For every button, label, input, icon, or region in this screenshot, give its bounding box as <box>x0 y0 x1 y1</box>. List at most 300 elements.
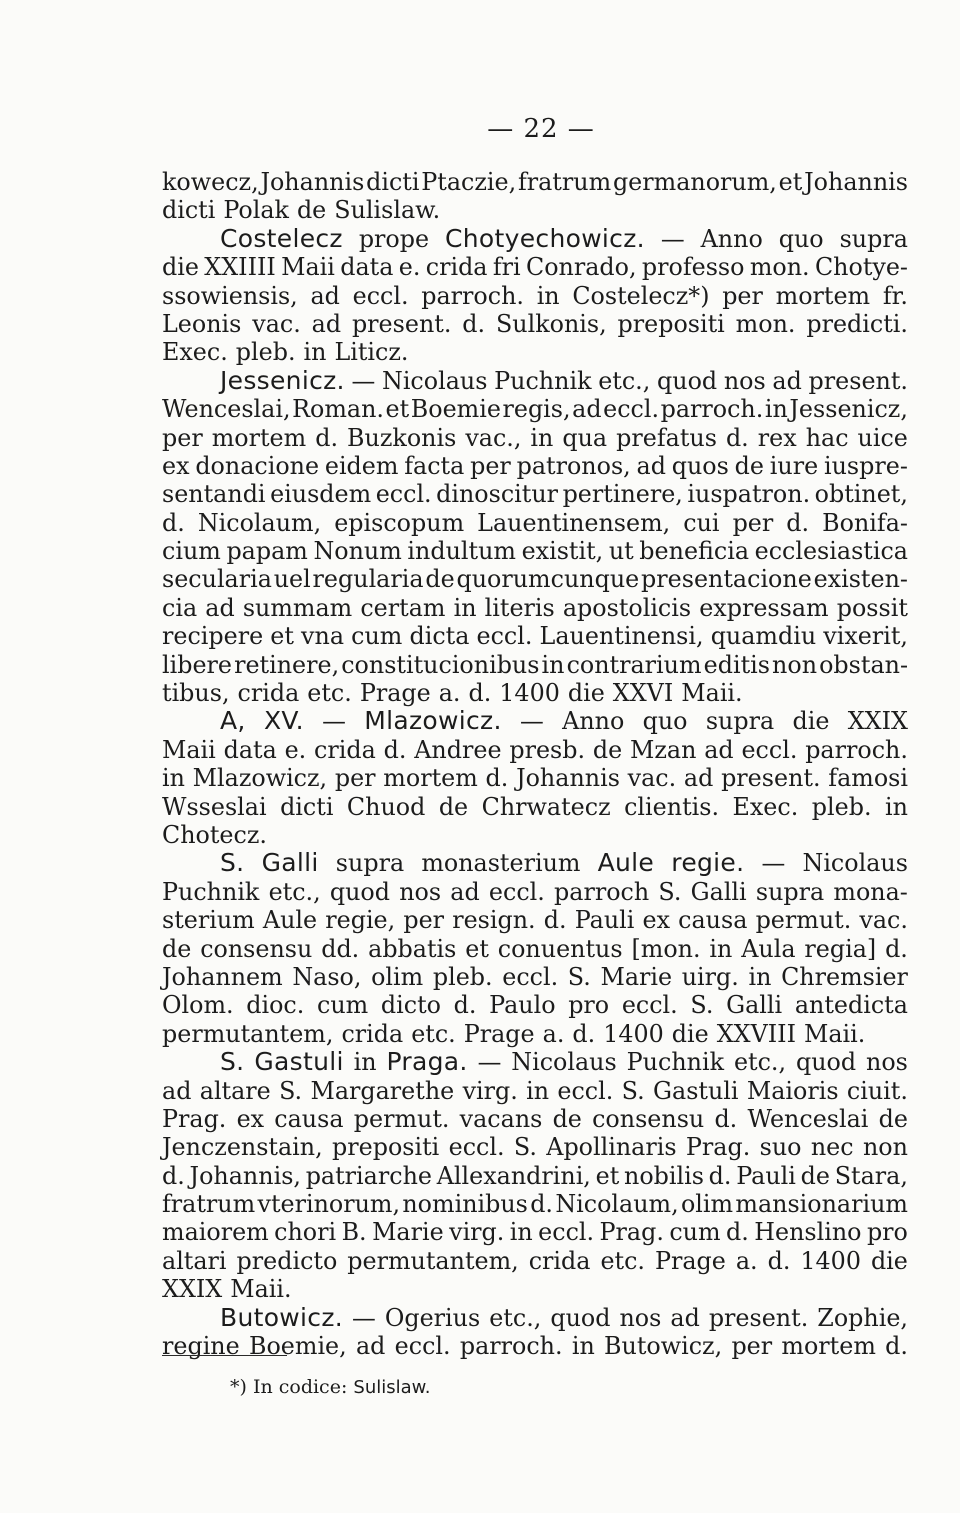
word: clientis. <box>624 792 720 821</box>
word: constitucionibus <box>341 650 540 679</box>
word: d. <box>572 1019 596 1048</box>
word: donacione <box>195 451 320 480</box>
word: consensu <box>592 1104 705 1133</box>
heading-word: A, <box>220 706 246 736</box>
word: vac., <box>465 423 522 452</box>
word: die <box>870 1246 908 1275</box>
text-line <box>162 168 908 196</box>
word: consensu <box>200 934 313 963</box>
text-line <box>162 849 908 877</box>
word: etc. <box>307 679 352 708</box>
word: uel <box>273 565 311 594</box>
word: retinere, <box>234 650 340 679</box>
word: Mlazowicz, <box>192 764 328 793</box>
word: antedicta <box>794 991 908 1020</box>
word: S. <box>279 1076 303 1105</box>
word: eccl. <box>448 1133 505 1162</box>
word: cia <box>162 593 198 622</box>
word: a. <box>542 1019 565 1048</box>
word: Puchnik <box>626 1048 725 1077</box>
word: crida <box>341 1019 404 1048</box>
heading-word: S. <box>220 848 245 878</box>
word: data <box>340 253 394 282</box>
word: sentandi <box>162 480 266 509</box>
word: Zophie, <box>817 1303 908 1332</box>
word: vac. <box>627 764 677 793</box>
word: eccl. <box>502 962 559 991</box>
word: Sulkonis, <box>495 309 607 338</box>
word: recipere <box>162 622 264 651</box>
word: non <box>862 1133 908 1162</box>
word: dd. <box>321 934 360 963</box>
word: d. <box>315 423 339 452</box>
text-line <box>162 679 908 707</box>
word: nec <box>810 1133 854 1162</box>
word: XXVIII <box>716 1019 796 1048</box>
word: dicta <box>409 622 470 651</box>
word: Prag. <box>599 1218 664 1247</box>
word: e. <box>398 253 421 282</box>
word: ad <box>311 309 342 338</box>
word: eccl. <box>394 1332 451 1361</box>
word: presentacione <box>641 565 812 594</box>
word: obtinet, <box>814 480 908 509</box>
word: Maii. <box>230 1275 292 1304</box>
heading-word: Costelecz <box>220 223 343 253</box>
word: altare <box>199 1076 271 1105</box>
word: parroch. <box>660 395 764 424</box>
text-line <box>162 253 908 281</box>
word: — <box>477 1048 502 1077</box>
word: prepositi <box>617 309 725 338</box>
word: S. <box>567 962 591 991</box>
word: regie, <box>325 906 396 935</box>
word: Butowicz, <box>604 1332 723 1361</box>
word: apostolicis <box>562 593 692 622</box>
word: die <box>671 1019 709 1048</box>
word: editis <box>703 650 770 679</box>
word: mortem <box>211 423 307 452</box>
word: S. <box>513 1133 537 1162</box>
word: et <box>595 1161 620 1190</box>
word: Chrwatecz <box>481 792 611 821</box>
text-line <box>162 480 908 508</box>
word: dinoscitur <box>436 480 559 509</box>
word: supra <box>755 877 825 906</box>
word: eccl. <box>741 735 798 764</box>
word: eccl. <box>488 877 545 906</box>
word: uirg. <box>681 962 739 991</box>
word: Maioris <box>746 1076 839 1105</box>
word: eiusdem <box>270 480 372 509</box>
text-line <box>162 509 908 537</box>
word: Galli <box>726 991 783 1020</box>
word: XXIIII <box>204 253 276 282</box>
word: de <box>162 934 192 963</box>
word: Nicolaus <box>511 1048 617 1077</box>
word: d. <box>543 906 567 935</box>
word: ecclesiastica <box>754 537 908 566</box>
text-line <box>162 1077 908 1105</box>
text-line <box>162 537 908 565</box>
word: eccl. <box>476 622 533 651</box>
word: Sulislaw. <box>334 196 441 225</box>
word: vna <box>301 622 345 651</box>
word: ad <box>205 593 235 622</box>
word: de <box>592 735 623 764</box>
word: in <box>526 1076 550 1105</box>
footnote-marker: *) In codice: <box>230 1376 348 1398</box>
word: papam <box>226 537 308 566</box>
word: ciuit. <box>846 1076 908 1105</box>
word: altari <box>162 1246 227 1275</box>
word: data <box>223 735 277 764</box>
word: Puchnik <box>494 366 592 395</box>
word: Boemie <box>410 395 501 424</box>
word: in <box>764 395 788 424</box>
word: Chuod <box>346 792 426 821</box>
word: dicto <box>380 991 441 1020</box>
text-line <box>162 736 908 764</box>
word: de <box>800 1161 830 1190</box>
text-line <box>162 1105 908 1133</box>
word: dicti <box>366 168 420 196</box>
word: etc. <box>411 1019 456 1048</box>
word: ad <box>636 451 666 480</box>
word: pleb. <box>432 962 493 991</box>
word: cum <box>351 622 403 651</box>
text-line <box>162 395 908 423</box>
word: predicti. <box>806 309 908 338</box>
word: qua <box>562 423 608 452</box>
word: fratrum <box>517 168 612 196</box>
word: d. <box>453 991 477 1020</box>
word: iure <box>769 451 819 480</box>
word: d. <box>383 735 407 764</box>
heading-word: Gastuli <box>254 1047 344 1077</box>
word: prefatus <box>616 423 717 452</box>
word: in <box>571 1332 595 1361</box>
text-line <box>162 707 908 735</box>
word: [mon. <box>631 934 701 963</box>
word: Johannis <box>804 168 908 196</box>
word: Prage <box>359 679 431 708</box>
word: Marie <box>372 1218 444 1247</box>
word: Jenczenstain, <box>162 1133 323 1162</box>
word: existit, <box>521 537 604 566</box>
word: possit <box>836 593 908 622</box>
heading-word: Galli <box>261 848 319 878</box>
word: in <box>885 792 908 821</box>
word: presb. <box>509 735 586 764</box>
word: in <box>536 281 560 310</box>
word: Pauli <box>736 1161 796 1190</box>
word: Aula <box>741 934 796 963</box>
text-line <box>162 1190 908 1218</box>
word: in <box>303 338 327 367</box>
word: Puchnik <box>162 877 260 906</box>
word: Galli <box>690 877 747 906</box>
word: de <box>734 451 764 480</box>
word: eccl. <box>352 281 409 310</box>
word: quod <box>550 1303 611 1332</box>
word: vac. <box>252 309 301 338</box>
word: Jessenicz, <box>789 395 908 424</box>
word: eidem <box>324 451 399 480</box>
heading-word: Jessenicz. <box>220 365 345 395</box>
word: Lauentinensi, <box>539 622 704 651</box>
word: quod <box>795 1048 857 1077</box>
word: mansionarium <box>735 1190 908 1219</box>
word: Liticz. <box>334 338 409 367</box>
word: d. <box>485 764 509 793</box>
word: permutantem, <box>347 1246 519 1275</box>
text-line <box>162 565 908 593</box>
word: Johannem <box>162 962 283 991</box>
word: ad <box>572 395 602 424</box>
footnote <box>230 1376 430 1398</box>
word: in <box>709 934 733 963</box>
word: ad <box>355 1332 386 1361</box>
word: famosi <box>828 764 908 793</box>
word: per <box>334 764 376 793</box>
word: prope <box>358 224 430 253</box>
word: cium <box>162 537 221 566</box>
text-line <box>162 991 908 1019</box>
word: ad <box>704 735 734 764</box>
word: ad <box>683 764 714 793</box>
word: cum <box>669 1218 721 1247</box>
text-line <box>162 338 908 366</box>
word: pertinere, <box>562 480 683 509</box>
word: in <box>162 764 185 793</box>
word: et <box>385 395 410 424</box>
word: sterium <box>162 906 255 935</box>
word: d. <box>726 1218 749 1247</box>
word: Margarethe <box>310 1076 455 1105</box>
word: germanorum, <box>612 168 777 196</box>
word: Nonum <box>313 537 402 566</box>
word: Aule <box>262 906 318 935</box>
word: Conrado, <box>525 253 637 282</box>
word: Chotecz. <box>162 820 267 849</box>
word: eccl. <box>621 991 678 1020</box>
word: Wenceslai <box>747 1104 869 1133</box>
word: per <box>722 281 763 310</box>
word: nobilis <box>624 1161 704 1190</box>
word: permut. <box>353 1104 450 1133</box>
word: eccl. <box>557 1076 614 1105</box>
word: Roman. <box>292 395 384 424</box>
word: ssowiensis, <box>162 281 298 310</box>
word: Gastuli <box>653 1076 739 1105</box>
word: mortem <box>781 1332 876 1361</box>
word: Henslino <box>754 1218 862 1247</box>
word: a. <box>438 679 461 708</box>
word: — <box>352 1303 376 1332</box>
word: pro <box>568 991 610 1020</box>
text-line <box>162 793 908 821</box>
word: Nicolaum, <box>197 508 322 537</box>
text-line <box>162 1332 908 1360</box>
word: Lauentinensem, <box>477 508 671 537</box>
word: d. <box>767 1246 791 1275</box>
word: supra <box>335 849 405 878</box>
word: de <box>296 196 327 225</box>
word: contrarium <box>566 650 702 679</box>
word: crida <box>314 735 376 764</box>
word: predicto <box>236 1246 338 1275</box>
word: virg. <box>449 1218 505 1247</box>
word: chori <box>274 1218 337 1247</box>
word: permut. <box>755 906 852 935</box>
word: parroch. <box>459 1332 563 1361</box>
heading-word: regie. <box>671 848 745 878</box>
word: causa <box>274 1104 344 1133</box>
word: Naso, <box>292 962 362 991</box>
text-line <box>162 452 908 480</box>
word: ex <box>236 1104 265 1133</box>
word: 1400 <box>800 1246 861 1275</box>
word: mortem <box>775 281 871 310</box>
word: etc., <box>733 1048 787 1077</box>
word: XXIX <box>847 707 908 736</box>
text-line <box>162 1048 908 1076</box>
word: maiorem <box>162 1218 269 1247</box>
word: mona- <box>833 877 908 906</box>
word: obstan- <box>819 650 908 679</box>
word: facta <box>404 451 465 480</box>
text-line <box>162 310 908 338</box>
heading-word: Butowicz. <box>220 1302 344 1332</box>
word: ex <box>642 906 671 935</box>
word: per <box>470 451 511 480</box>
word: fr. <box>882 281 908 310</box>
word: Maii <box>162 735 216 764</box>
word: mon. <box>735 309 796 338</box>
word: d. <box>162 1161 185 1190</box>
text-line <box>162 935 908 963</box>
word: parroch. <box>421 281 524 310</box>
page-number: — 22 — <box>487 114 595 144</box>
word: Ptaczie, <box>421 168 517 196</box>
word: parroch. <box>805 735 908 764</box>
word: in <box>530 423 554 452</box>
word: 1400 <box>499 679 560 708</box>
text-line <box>162 878 908 906</box>
word: mortem <box>383 764 478 793</box>
word: Prage <box>463 1019 535 1048</box>
word: certam <box>360 593 446 622</box>
word: present. <box>721 764 821 793</box>
word: e. <box>284 735 307 764</box>
word: regis, <box>502 395 571 424</box>
text-line <box>162 1247 908 1275</box>
word: regine <box>162 1332 240 1361</box>
word: present. <box>351 309 452 338</box>
word: etc. <box>600 1246 645 1275</box>
text-line <box>162 651 908 679</box>
word: permutantem, <box>162 1019 334 1048</box>
word: quamdiu <box>710 622 817 651</box>
word: Pauli <box>574 906 635 935</box>
word: Boemie, <box>248 1332 347 1361</box>
word: nos <box>723 366 766 395</box>
heading-word: Mlazowicz. <box>364 706 502 736</box>
word: prepositi <box>332 1133 440 1162</box>
word: eccl. <box>375 480 432 509</box>
word: nominibus <box>402 1190 528 1219</box>
word: Costelecz*) <box>572 281 710 310</box>
word: Allexandrini, <box>436 1161 591 1190</box>
heading-word: Chotyechowicz. <box>445 223 645 253</box>
word: Leonis <box>162 309 242 338</box>
heading-word: XV. <box>263 706 304 736</box>
text-line <box>162 282 908 310</box>
text-line <box>162 906 908 934</box>
word: pleb. <box>811 792 872 821</box>
word: fratrum <box>162 1190 256 1219</box>
word: hac <box>805 423 849 452</box>
word: conuentus <box>497 934 623 963</box>
text-line <box>162 764 908 792</box>
word: literis <box>484 593 555 622</box>
word: 1400 <box>603 1019 664 1048</box>
word: dicti <box>280 792 334 821</box>
word: d. <box>786 508 810 537</box>
word: pleb. <box>235 338 296 367</box>
word: quod <box>657 366 718 395</box>
word: crida <box>528 1246 591 1275</box>
word: in <box>453 593 477 622</box>
word: Buzkonis <box>347 423 457 452</box>
word: Nicolaum, <box>555 1190 679 1219</box>
word: eccl. <box>603 395 660 424</box>
word: d. <box>708 1161 732 1190</box>
word: in <box>509 1218 533 1247</box>
text-line <box>162 196 908 224</box>
word: ad <box>162 1076 192 1105</box>
text-line <box>162 424 908 452</box>
word: monasterium <box>421 849 581 878</box>
word: causa <box>678 906 748 935</box>
word: Exec. <box>162 338 228 367</box>
word: die <box>792 707 830 736</box>
word: Wenceslai, <box>162 395 291 424</box>
word: d. <box>714 1104 738 1133</box>
word: in <box>748 962 772 991</box>
word: regularia <box>312 565 424 594</box>
word: Chotye- <box>814 253 908 282</box>
word: crida <box>425 253 488 282</box>
word: etc., <box>489 1303 542 1332</box>
word: Johannis, <box>189 1161 301 1190</box>
word: Prag. <box>685 1133 751 1162</box>
word: cum <box>317 991 369 1020</box>
word: quod <box>329 877 390 906</box>
text-line <box>162 1162 908 1190</box>
word: etc., <box>268 877 321 906</box>
word: libere <box>162 650 232 679</box>
word: quo <box>642 707 688 736</box>
word: kowecz, <box>162 168 259 196</box>
word: Exec. <box>732 792 799 821</box>
word: de <box>425 565 455 594</box>
word: etc., <box>598 366 651 395</box>
word: a. <box>735 1246 758 1275</box>
heading-word: Praga. <box>386 1047 468 1077</box>
word: present. <box>708 1303 809 1332</box>
